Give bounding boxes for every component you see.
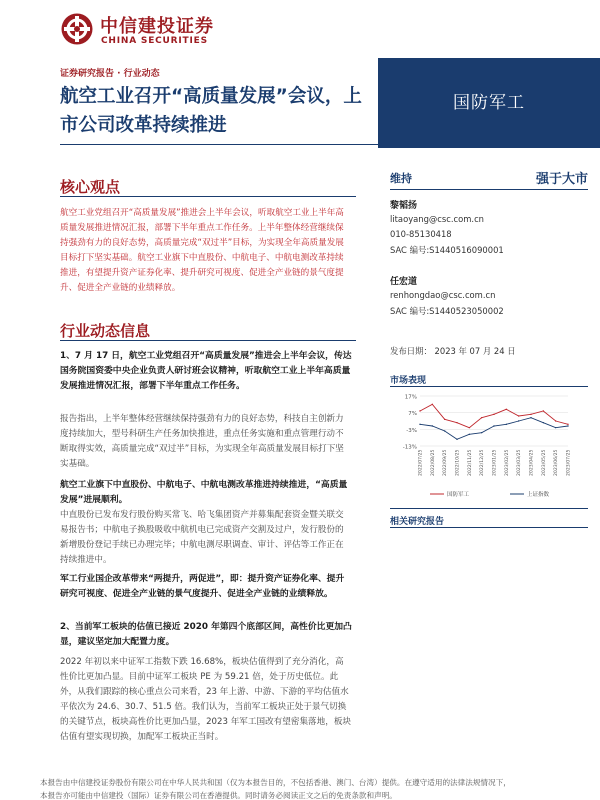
x-tick-label: 2023/06/25 — [554, 449, 560, 476]
rating-header — [390, 162, 588, 190]
news-point-4-heading: 2、当前军工板块的估值已接近 2020 年第四个底部区间，高性价比更加凸显，建议坚定加大配置力度。 — [60, 622, 352, 647]
series-point — [481, 432, 482, 433]
related-rule — [390, 527, 588, 528]
analyst-1-phone: 010-85130418 — [390, 229, 452, 239]
disclaimer-footer — [40, 776, 600, 800]
y-tick-label: 17% — [404, 394, 417, 401]
news-point-1-body: 报告指出，上半年整体经营继续保持强劲有力的良好态势，科技自主创新力度持续加大，型号科研生产任务加快推进，重点任务实施和重点管理行动不断取得实效，高质量完成“双过半”目标，为实现全年高质量发展目标打下坚实基础。 — [60, 414, 344, 469]
series-point — [419, 410, 420, 411]
x-tick-label: 2023/07/25 — [566, 449, 572, 476]
series-point — [506, 409, 507, 410]
series-point — [444, 430, 445, 431]
series-point — [469, 434, 470, 435]
x-tick-label: 2023/02/25 — [504, 449, 510, 476]
y-tick-label: -3% — [406, 427, 417, 434]
chart-bottom-rule — [390, 508, 588, 509]
series-point — [456, 422, 457, 423]
report-type: 证券研究报告 · 行业动态 — [60, 69, 160, 79]
series-point — [543, 422, 544, 423]
x-tick-label: 2023/04/25 — [529, 449, 535, 476]
series-point — [419, 424, 420, 425]
news-point-4-body: 2022 年初以来中证军工指数下跌 16.68%，板块估值得到了充分消化，高性价比更加凸显。目前中证军工板块 PE 为 59.21 倍，处于历史低位。此外，从我们跟踪的核心重点公司来看，23 年上游、中游、下游的平均估值水平依次为 24.6、30.7、51.5 倍。我们认为，当前军工板块正处于景气切换的关键节点，板块高性价比更加凸显，2023 年军工国改有望密集落地，板块估值有望实现切换，加配军工板块正当时。 — [60, 657, 352, 742]
series-point — [506, 424, 507, 425]
series-point — [493, 414, 494, 415]
release-date: 发布日期： 2023 年 07 月 24 日 — [390, 346, 516, 356]
logo-en-text: CHINA SECURITIES — [101, 36, 208, 46]
series-point — [493, 425, 494, 426]
rating-value: 强于大市 — [535, 172, 588, 187]
series-point — [518, 420, 519, 421]
analyst-1-name: 黎韬扬 — [390, 201, 418, 211]
series-point — [530, 417, 531, 418]
analyst-2-name: 任宏道 — [390, 277, 418, 287]
x-tick-label: 2022/11/25 — [467, 449, 473, 476]
legend-label: 上证指数 — [527, 492, 550, 498]
series-point — [432, 425, 433, 426]
company-logo — [60, 10, 250, 50]
x-tick-label: 2022/09/25 — [443, 449, 449, 476]
series-point — [555, 427, 556, 428]
y-tick-label: 7% — [408, 411, 417, 418]
news-point-1-heading: 1、7 月 17 日，航空工业党组召开“高质量发展”推进会上半年会议，传达国务院国资委中央企业负责人研讨班会议精神，听取航空工业上半年高质量发展推进情况汇报，部署下半年重点工作任务。 — [60, 351, 352, 391]
analyst-1-email[interactable]: litaoyang@csc.com.cn — [390, 214, 484, 224]
x-tick-label: 2022/07/25 — [418, 449, 424, 476]
series-point — [543, 410, 544, 411]
series-point — [444, 419, 445, 420]
legend-label: 国防军工 — [447, 492, 470, 498]
series-point — [567, 424, 568, 425]
y-tick-label: -13% — [402, 444, 417, 451]
x-tick-label: 2023/01/25 — [492, 449, 498, 476]
series-point — [469, 427, 470, 428]
report-title: 航空工业召开“高质量发展”会议，上市公司改革持续推进 — [60, 86, 362, 136]
industry-label: 国防军工 — [453, 93, 525, 113]
logo-mark-icon — [60, 12, 94, 46]
market-performance-title: 市场表现 — [390, 376, 427, 386]
series-point — [456, 439, 457, 440]
news-point-2-body: 中直股份已发布发行股份购买常飞、哈飞集团资产并募集配套资金暨关联交易报告书；中航电子换股吸收中航机电已完成资产交割及过户，发行股份的新增股份登记手续已办理完毕；中航电测尽职调查、审计、评估等工作正在持续推进中。 — [60, 510, 344, 565]
core-view-rule — [60, 196, 356, 197]
disclaimer-line-2: 本报告亦可能由中信建投（国际）证券有限公司在香港提供。同时请务必阅读正文之后的免责条款和声明。 — [40, 791, 397, 800]
industry-band — [378, 58, 600, 148]
analyst-2-email[interactable]: renhongdao@csc.com.cn — [390, 290, 496, 300]
series-point — [567, 425, 568, 426]
related-reports-title: 相关研究报告 — [390, 517, 445, 527]
x-tick-label: 2022/10/25 — [455, 449, 461, 476]
series-point — [518, 415, 519, 416]
analyst-1-sac: SAC 编号:S1440516090001 — [390, 245, 504, 255]
industry-news-title: 行业动态信息 — [60, 322, 151, 340]
industry-news-rule — [60, 340, 356, 341]
logo-cn-text: 中信建投证券 — [100, 16, 214, 37]
core-view-title: 核心观点 — [60, 178, 121, 196]
series-point — [555, 420, 556, 421]
disclaimer-line-1: 本报告由中信建投证券股份有限公司在中华人民共和国（仅为本报告目的，不包括香港、澳门、台湾）提供。在遵守适用的法律法规情况下， — [40, 778, 511, 787]
news-point-2-heading: 航空工业旗下中直股份、中航电子、中航电测改革推进持续推进，“高质量发展”进展顺利。 — [60, 480, 348, 505]
rating-label: 维持 — [390, 172, 412, 185]
x-tick-label: 2022/12/25 — [480, 449, 486, 476]
x-tick-label: 2023/03/25 — [517, 449, 523, 476]
x-tick-label: 2023/05/25 — [541, 449, 547, 476]
market-performance-chart — [390, 390, 590, 502]
series-point — [530, 414, 531, 415]
market-rule — [390, 386, 588, 387]
news-point-3-heading: 军工行业国企改革带来“两提升，两促进”，即：提升资产证券化率、提升研究可视度、促进全产业链的景气度提升、促进全产业链的业绩释放。 — [60, 574, 345, 599]
core-view-text: 航空工业党组召开“高质量发展”推进会上半年会议，听取航空工业上半年高质量发展推进情况汇报，部署下半年重点工作任务。上半年整体经营继续保持强劲有力的良好态势，高质量完成“双过半”目标，为实现全年高质量发展目标打下坚实基础。航空工业旗下中直股份、中航电子、中航电测改革持续推进，有望提升资产证券化率、提升研究可视度、促进全产业链的景气度提升、促进全产业链的业绩释放。 — [60, 208, 344, 293]
series-line-index — [420, 418, 568, 440]
analyst-2-sac: SAC 编号:S1440523050002 — [390, 306, 504, 316]
series-point — [481, 417, 482, 418]
x-tick-label: 2022/08/25 — [430, 449, 436, 476]
series-point — [432, 404, 433, 405]
